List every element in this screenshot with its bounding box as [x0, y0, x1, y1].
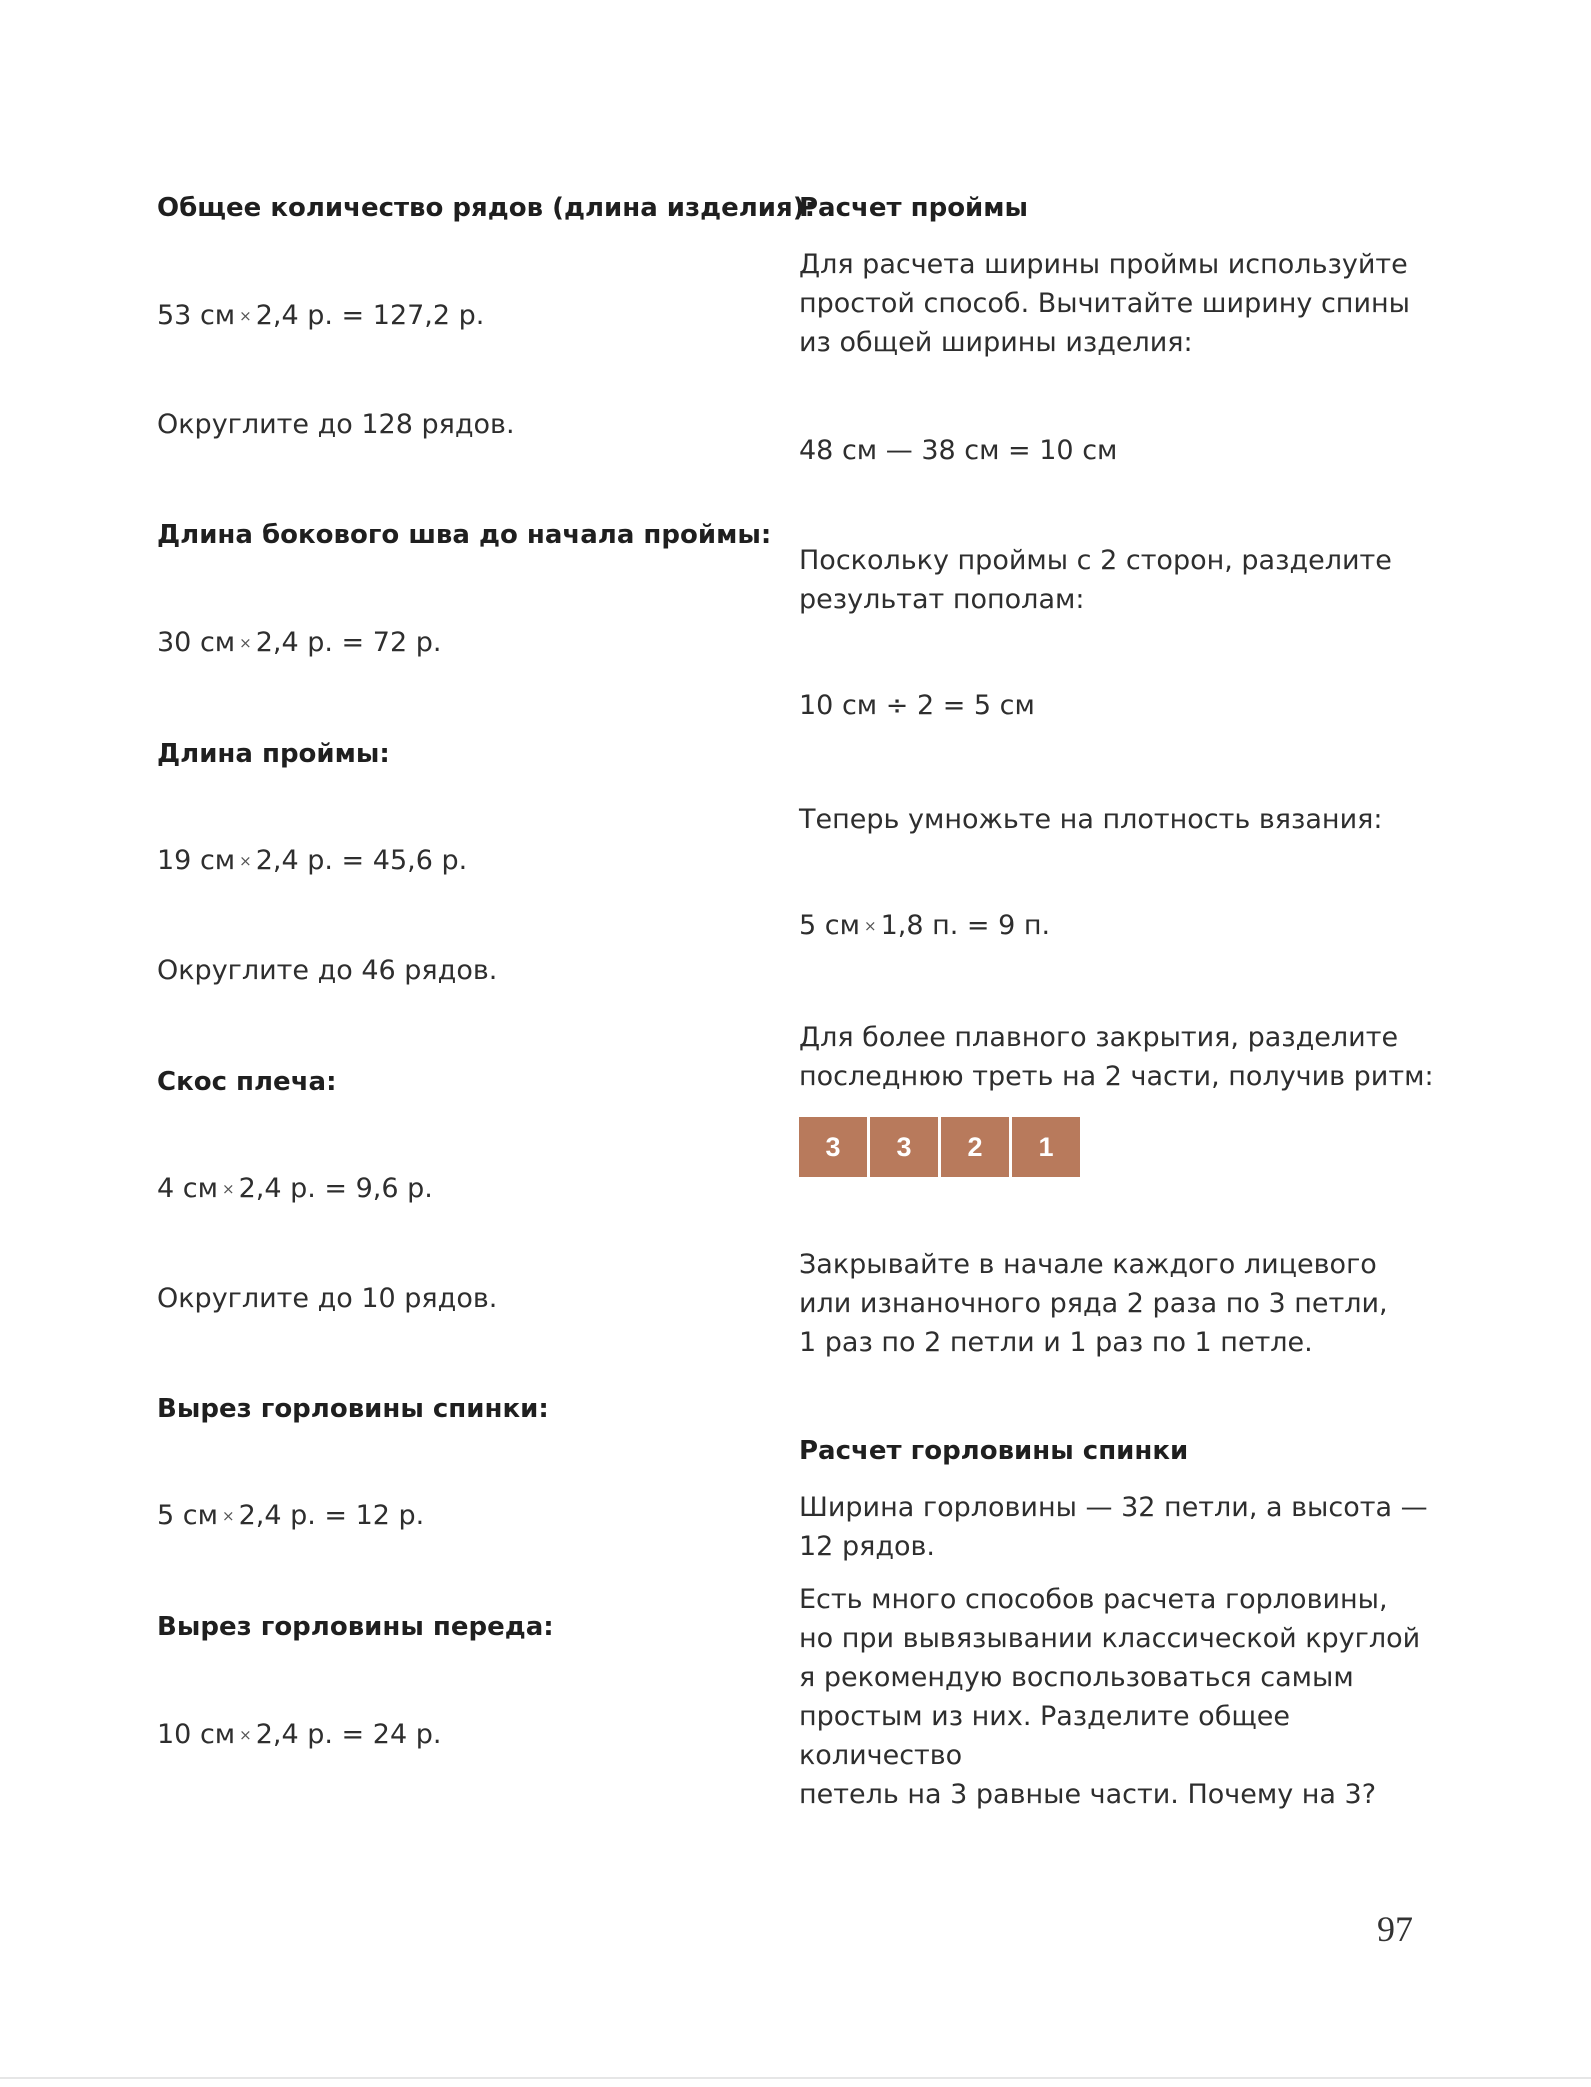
multiply-sign: × — [221, 1507, 235, 1525]
rhythm-cell: 1 — [1012, 1117, 1080, 1177]
multiply-sign: × — [863, 917, 877, 935]
multiply-text: Теперь умножьте на плотность вязания: — [799, 804, 1383, 835]
total-rows-round: Округлите до 128 рядов. — [157, 409, 515, 440]
page-number: 97 — [1377, 1909, 1413, 1949]
multiply-sign: × — [239, 307, 252, 325]
back-neck-heading: Вырез горловины спинки: — [157, 1394, 549, 1424]
armhole-calc-intro: Для расчета ширины проймы используйте простой способ. Вычитайте ширину спины из общей ширины изделия: — [799, 249, 1410, 358]
rhythm-cell: 3 — [799, 1117, 867, 1177]
shoulder-heading: Скос плеча: — [157, 1067, 337, 1097]
width-diff-formula: 48 см — 38 см = 10 см — [799, 435, 1118, 466]
smooth-text: Для более плавного закрытия, разделите последнюю треть на 2 части, получив ритм: — [799, 1022, 1434, 1092]
total-rows-formula: 53 см × 2,4 р. = 127,2 р. — [157, 300, 485, 331]
armhole-calc-heading: Расчет проймы — [799, 193, 1029, 223]
side-seam-formula: 30 см × 2,4 р. = 72 р. — [157, 627, 442, 658]
rhythm-strip — [799, 1117, 1080, 1177]
bottom-divider — [0, 2077, 1591, 2079]
multiply-sign: × — [239, 852, 252, 870]
side-seam-heading: Длина бокового шва до начала проймы: — [157, 520, 772, 550]
back-neck-method: Есть много способов расчета горловины, но при вывязывании классической круглой я рекомендую воспользоваться самым простым из них. Разделите общее количество петель на 3 равные части. Почему на 3? — [799, 1584, 1421, 1810]
halve-formula: 10 см ÷ 2 = 5 см — [799, 690, 1035, 721]
multiply-sign: × — [239, 1726, 252, 1744]
back-neck-calc-heading: Расчет горловины спинки — [799, 1436, 1189, 1466]
multiply-sign: × — [221, 1180, 235, 1198]
back-neck-formula: 5 см × 2,4 р. = 12 р. — [157, 1500, 425, 1531]
total-rows-heading: Общее количество рядов (длина изделия): — [157, 193, 815, 223]
multiply-formula: 5 см × 1,8 п. = 9 п. — [799, 910, 1051, 941]
armhole-round: Округлите до 46 рядов. — [157, 955, 498, 986]
front-neck-heading: Вырез горловины переда: — [157, 1612, 554, 1642]
back-neck-dims: Ширина горловины — 32 петли, а высота — 12 рядов. — [799, 1492, 1428, 1562]
armhole-formula: 19 см × 2,4 р. = 45,6 р. — [157, 845, 468, 876]
front-neck-formula: 10 см × 2,4 р. = 24 р. — [157, 1719, 442, 1750]
rhythm-cell: 2 — [941, 1117, 1009, 1177]
halve-text: Поскольку проймы с 2 сторон, разделите результат пополам: — [799, 545, 1392, 615]
shoulder-round: Округлите до 10 рядов. — [157, 1283, 498, 1314]
armhole-heading: Длина проймы: — [157, 739, 390, 769]
bindoff-text: Закрывайте в начале каждого лицевого или изнаночного ряда 2 раза по 3 петли, 1 раз по 2 петли и 1 раз по 1 петле. — [799, 1249, 1388, 1358]
rhythm-cell: 3 — [870, 1117, 938, 1177]
multiply-sign: × — [239, 634, 252, 652]
shoulder-formula: 4 см × 2,4 р. = 9,6 р. — [157, 1173, 433, 1204]
